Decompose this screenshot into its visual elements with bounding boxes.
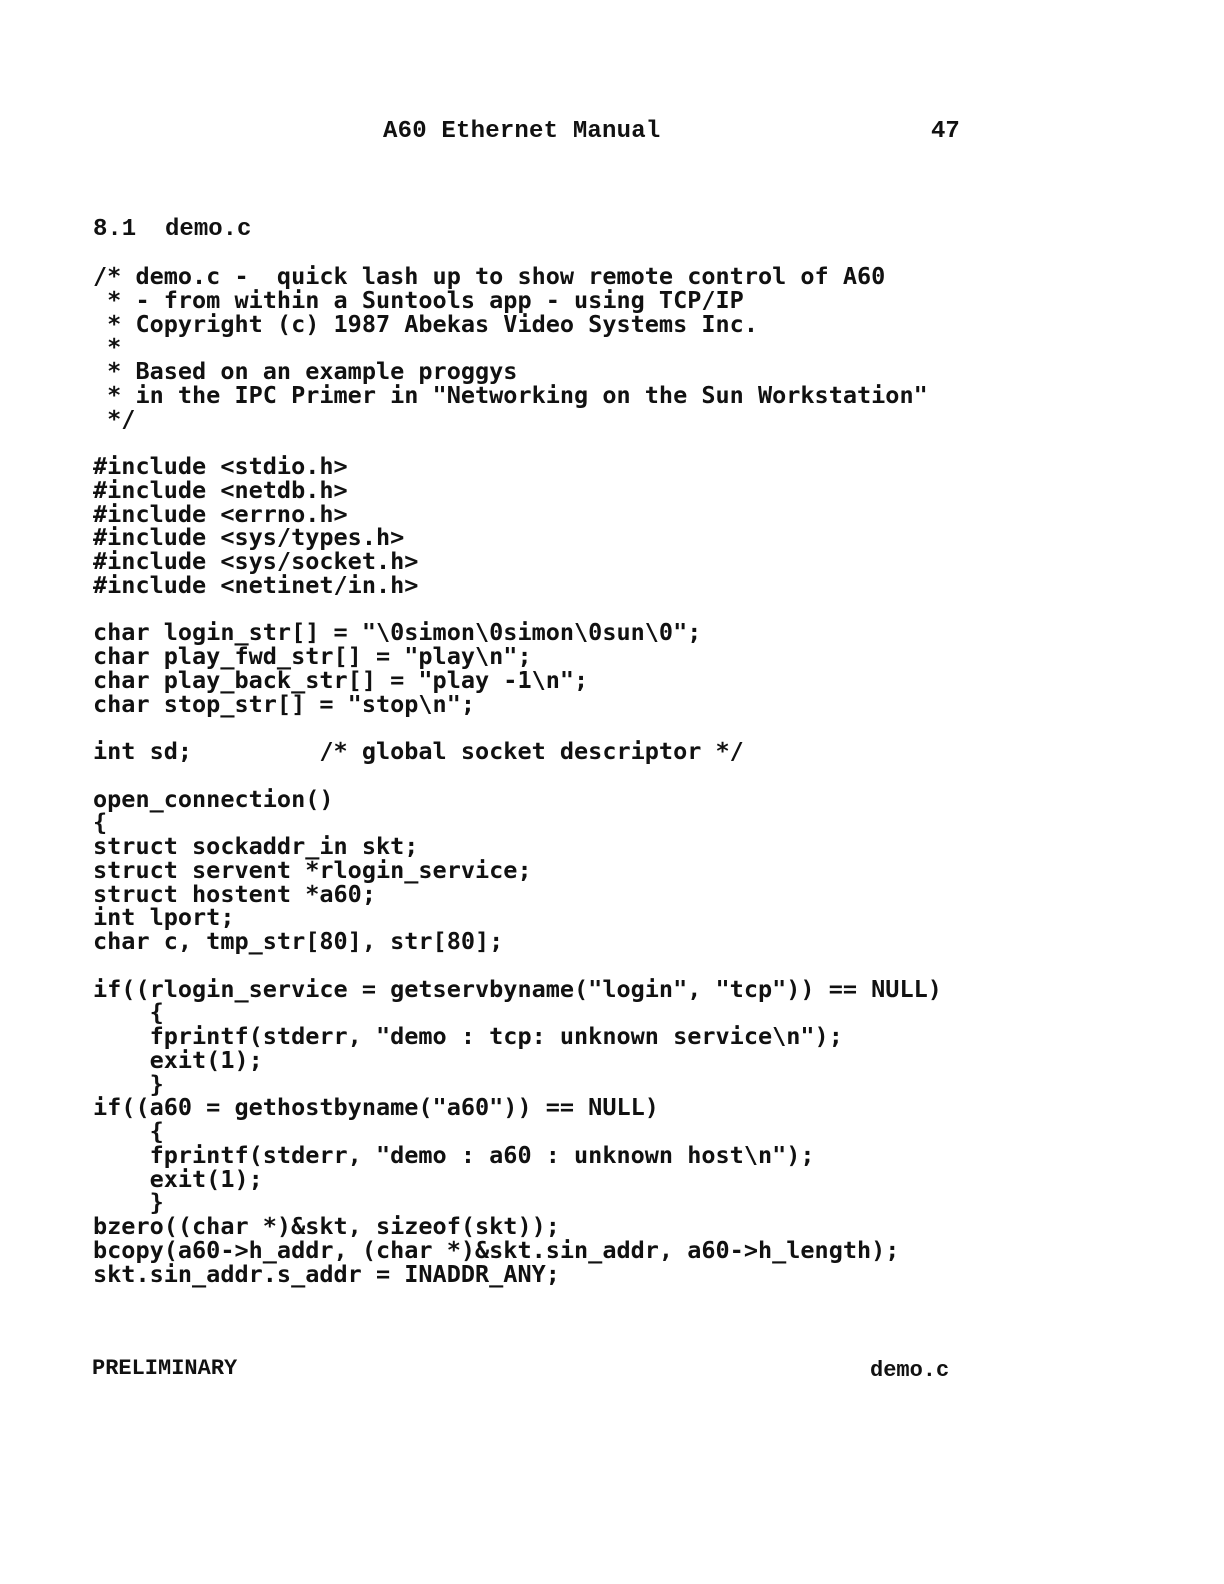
code-line: if((a60 = gethostbyname("a60")) == NULL) <box>93 1093 659 1122</box>
footer-filename: demo.c <box>870 1358 950 1383</box>
code-line: * in the IPC Primer in "Networking on the Sun Workstation" <box>93 380 928 409</box>
code-line: #include <sys/types.h> <box>93 523 405 552</box>
code-line <box>93 764 1143 788</box>
code-line: } <box>93 1188 164 1217</box>
code-line: * - from within a Suntools app - using TCP/IP <box>93 285 744 314</box>
code-line: if((rlogin_service = getservbyname("login", "tcp")) == NULL) <box>93 974 942 1003</box>
code-line: char login_str[] = "\0simon\0simon\0sun\0"; <box>93 618 702 647</box>
code-line: bzero((char *)&skt, sizeof(skt)); <box>93 1212 560 1240</box>
section-heading: 8.1 demo.c <box>93 216 252 243</box>
code-line: char play_fwd_str[] = "play\n"; <box>93 642 532 670</box>
code-line: char stop_str[] = "stop\n"; <box>93 689 476 718</box>
code-line: int sd; /* global socket descriptor */ <box>93 737 744 765</box>
code-line: { <box>93 808 108 837</box>
page-header <box>0 118 1224 152</box>
code-line: char c, tmp_str[80], str[80]; <box>93 927 504 955</box>
code-line: } <box>93 1069 164 1098</box>
code-line: open_connection() <box>93 784 334 813</box>
code-line: * Based on an example proggys <box>93 357 518 385</box>
code-line: /* demo.c - quick lash up to show remote control of A60 <box>93 262 886 290</box>
code-line: #include <errno.h> <box>93 499 348 528</box>
code-line: #include <netdb.h> <box>93 475 348 504</box>
code-line: skt.sin_addr.s_addr = INADDR_ANY; <box>93 1259 560 1288</box>
code-line: fprintf(stderr, "demo : a60 : unknown host\n"); <box>93 1140 815 1169</box>
code-line: * Copyright (c) 1987 Abekas Video Systems Inc. <box>93 309 758 338</box>
code-line: * <box>93 333 122 362</box>
code-line: */ <box>93 404 136 433</box>
code-line: struct sockaddr_in skt; <box>93 832 419 860</box>
code-line: exit(1); <box>93 1164 263 1193</box>
code-line: fprintf(stderr, "demo : tcp: unknown service\n"); <box>93 1022 843 1050</box>
code-line: #include <sys/socket.h> <box>93 547 419 575</box>
code-line: { <box>93 998 164 1027</box>
code-line: char play_back_str[] = "play -1\n"; <box>93 665 589 694</box>
code-line: #include <stdio.h> <box>93 452 348 480</box>
code-line: struct servent *rlogin_service; <box>93 855 532 884</box>
code-line <box>93 954 1143 978</box>
code-line: exit(1); <box>93 1045 263 1074</box>
code-line: { <box>93 1117 164 1145</box>
code-line: int lport; <box>93 903 235 932</box>
page-footer <box>0 1356 1224 1390</box>
page-number: 47 <box>931 118 960 145</box>
code-line: #include <netinet/in.h> <box>93 570 419 599</box>
footer-status-label: PRELIMINARY <box>92 1356 238 1381</box>
code-line: struct hostent *a60; <box>93 879 376 908</box>
document-title: A60 Ethernet Manual <box>383 118 661 145</box>
code-listing <box>93 262 1143 1288</box>
code-line: bcopy(a60->h_addr, (char *)&skt.sin_addr, a60->h_length); <box>93 1235 900 1264</box>
